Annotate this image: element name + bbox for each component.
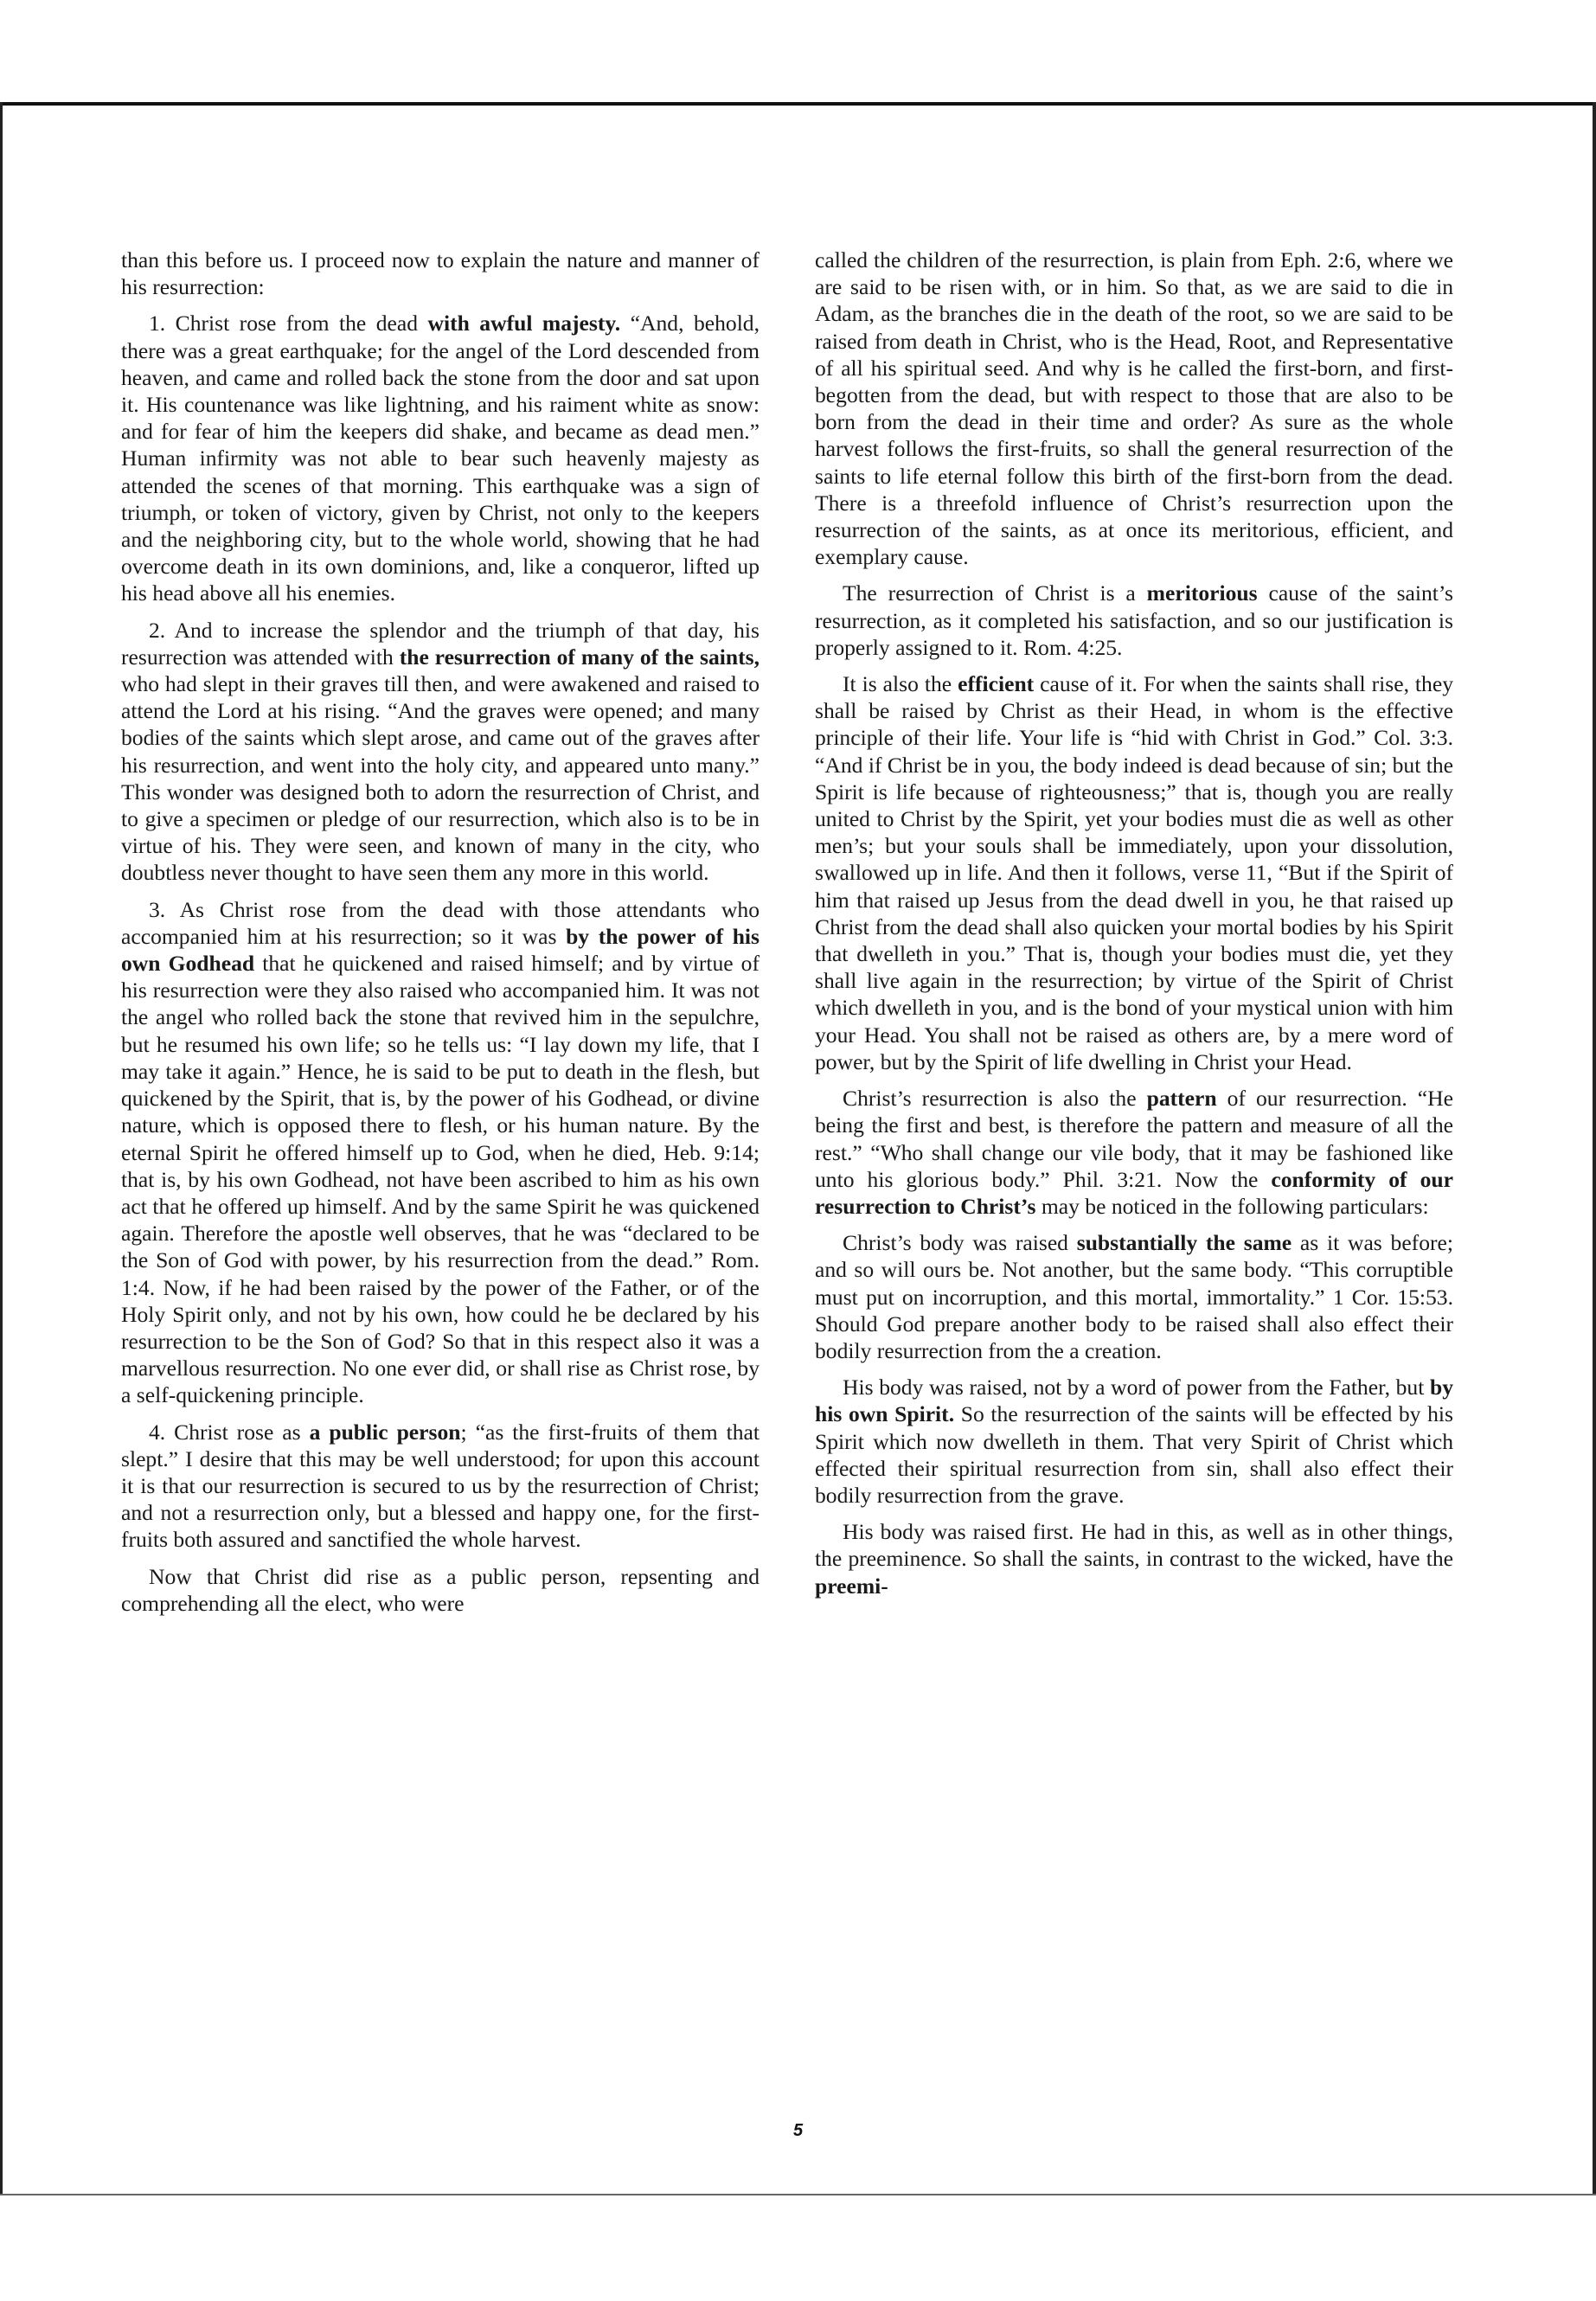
paragraph-pattern: Christ’s resurrection is also the pattern of our resurrection. “He being the first and best, is therefore the pattern and measure of all the rest.” “Who shall change our vile body, that it may be fashioned like unto his glorious body.” Phil. 3:21. Now the conformity of our resurrection to Christ’s may be noticed in the following particulars: <box>815 1086 1454 1219</box>
paragraph: than this before us. I proceed now to explain the nature and manner of his resurrection: <box>121 247 760 300</box>
emphasis: by his own Spirit. <box>815 1375 1453 1427</box>
paragraph-meritorious: The resurrection of Christ is a meritorious cause of the saint’s resurrection, as it completed his satisfaction, and so our justification is properly assigned to it. Rom. 4:25. <box>815 580 1453 660</box>
paragraph-public-person: 4. Christ rose as a public person; “as the first-fruits of them that slept.” I desire that this may be well understood; for upon this account it is that our resurrection is secured to us by the resurrection of Christ; and not a resurrection only, but a blessed and happy one, for the first-fruits both assured and sanctified the whole harvest. <box>121 1419 760 1553</box>
emphasis: with awful majesty. <box>427 311 621 336</box>
paragraph-many-saints: 2. And to increase the splendor and the triumph of that day, his resurrection was attended with the resurrection of many of the saints, who had slept in their graves till then, and were awakened and raised to attend the Lord at his rising. “And the graves were opened; and many bodies of the saints which slept arose, and came out of the graves after his resurrection, and went into the holy city, and appeared unto many.” This wonder was designed both to adorn the resurrection of Christ, and to give a specimen or pledge of our resurrection, which also is to be in virtue of his. They were seen, and known of many in the city, who doubtless never thought to have seen them any more in this world. <box>121 617 760 886</box>
scan-edge-bottom <box>0 2194 1596 2195</box>
emphasis: substantially the same <box>1076 1230 1292 1256</box>
scan-edge-left <box>0 102 3 2195</box>
paragraph: called the children of the resurrection, is plain from Eph. 2:6, where we are said to be risen with, or in him. So that, as we are said to die in Adam, as the branches die in the death of the root, so we are said to be raised from death in Christ, who is the Head, Root, and Representative of all his spiritual seed. And why is he called the first-born, and first-begotten from the dead, but with respect to those that are also to be born from the dead in their time and order? As sure as the whole harvest follows the first-fruits, so shall the general resurrection of the saints to life eternal follow this birth of the first-born from the dead. There is a threefold influence of Christ’s resurrection upon the resurrection of the saints, as at once its meritorious, efficient, and exemplary cause. <box>815 247 1453 570</box>
emphasis: preemi- <box>815 1573 888 1599</box>
paragraph-own-godhead: 3. As Christ rose from the dead with those attendants who accompanied him at his resurrection; so it was by the power of his own Godhead that he quickened and raised himself; and by virtue of his resurrection were they also raised who accompanied him. It was not the angel who rolled back the stone that revived him in the sepulchre, but he resumed his own life; so he tells us: “I lay down my life, that I may take it again.” Hence, he is said to be put to death in the flesh, but quickened by the Spirit, that is, by the power of his Godhead, or divine nature, which is opposed there to flesh, or his human nature. By the eternal Spirit he offered himself up to God, when he died, Heb. 9:14; that is, by his own Godhead, not have been ascribed to him as his own act that he offered up himself. And by the same Spirit he was quickened again. Therefore the apostle well observes, that he was “declared to be the Son of God with power, by his resurrection from the dead.” Rom. 1:4. Now, if he had been raised by the power of the Father, or of the Holy Spirit only, and not by his own, how could he be declared by his resurrection to be the Son of God? So that in this respect also it was a marvellous resurrection. No one ever did, or shall rise as Christ rose, by a self-quickening principle. <box>121 896 760 1408</box>
emphasis: a public person <box>309 1419 461 1445</box>
emphasis: meritorious <box>1146 580 1258 606</box>
paragraph-preeminence: His body was raised first. He had in this, as well as in other things, the preeminence. So shall the saints, in contrast to the wicked, have the preemi- <box>815 1519 1453 1599</box>
paragraph-awful-majesty: 1. Christ rose from the dead with awful majesty. “And, behold, there was a great earthquake; for the angel of the Lord descended from heaven, and came and rolled back the stone from the door and sat upon it. His countenance was like lightning, and his raiment white as snow: and for fear of him the keepers did shake, and became as dead men.” Human infirmity was not able to bear such heavenly majesty as attended the scenes of that morning. This earthquake was a sign of triumph, or token of victory, given by Christ, not only to the keepers and the neighboring city, but to the whole world, showing that he had overcome death in its own dominions, and, like a conqueror, lifted up his head above all his enemies. <box>121 311 760 606</box>
paragraph-efficient: It is also the efficient cause of it. For when the saints shall rise, they shall be raised by Christ as their Head, in whom is the effective principle of their life. Your life is “hid with Christ in God.” Col. 3:3. “And if Christ be in you, the body indeed is dead because of sin; but the Spirit is life because of righteousness;” that is, though you are really united to Christ by the Spirit, yet your bodies must die as well as other men’s; but your souls shall be immediately, upon your dissolution, swallowed up in life. And then it follows, verse 11, “But if the Spirit of him that raised up Jesus from the dead dwell in you, he that raised up Christ from the dead shall also quicken your mortal bodies by his Spirit that dwelleth in you.” That is, though your bodies must die, yet they shall live again in the resurrection; by virtue of the Spirit of Christ which dwelleth in you, and is the bond of your mystical union with him your Head. You shall not be raised as others are, by a mere word of power, but by the Spirit of life dwelling in Christ your Head. <box>815 671 1453 1074</box>
page-number: 5 <box>792 2121 804 2140</box>
emphasis: efficient <box>958 671 1035 697</box>
scan-edge-right <box>1593 102 1596 2195</box>
emphasis: pattern <box>1146 1086 1217 1112</box>
paragraph-own-spirit: His body was raised, not by a word of power from the Father, but by his own Spirit. So the resurrection of the saints will be effected by his Spirit which now dwelleth in them. That very Spirit of Christ which effected their spiritual resurrection from sin, shall also effect their bodily resurrection from the grave. <box>815 1375 1453 1508</box>
emphasis: the resurrection of many of the saints, <box>399 644 760 670</box>
paragraph: Now that Christ did rise as a public person, repsenting and comprehending all the elect, who were <box>121 1563 760 1616</box>
scan-edge-top <box>0 102 1596 106</box>
left-column <box>121 247 760 1626</box>
paragraph-substantially-same: Christ’s body was raised substantially the same as it was before; and so will ours be. Not another, but the same body. “This corruptible must put on incorruption, and this mortal, immortality.” 1 Cor. 15:53. Should God prepare another body to be raised shall also effect their bodily resurrection from the a creation. <box>815 1230 1453 1363</box>
emphasis: by the power of his own Godhead <box>121 923 760 977</box>
emphasis: conformity of our resurrection to Christ’s <box>815 1166 1453 1219</box>
right-column <box>815 247 1453 1609</box>
